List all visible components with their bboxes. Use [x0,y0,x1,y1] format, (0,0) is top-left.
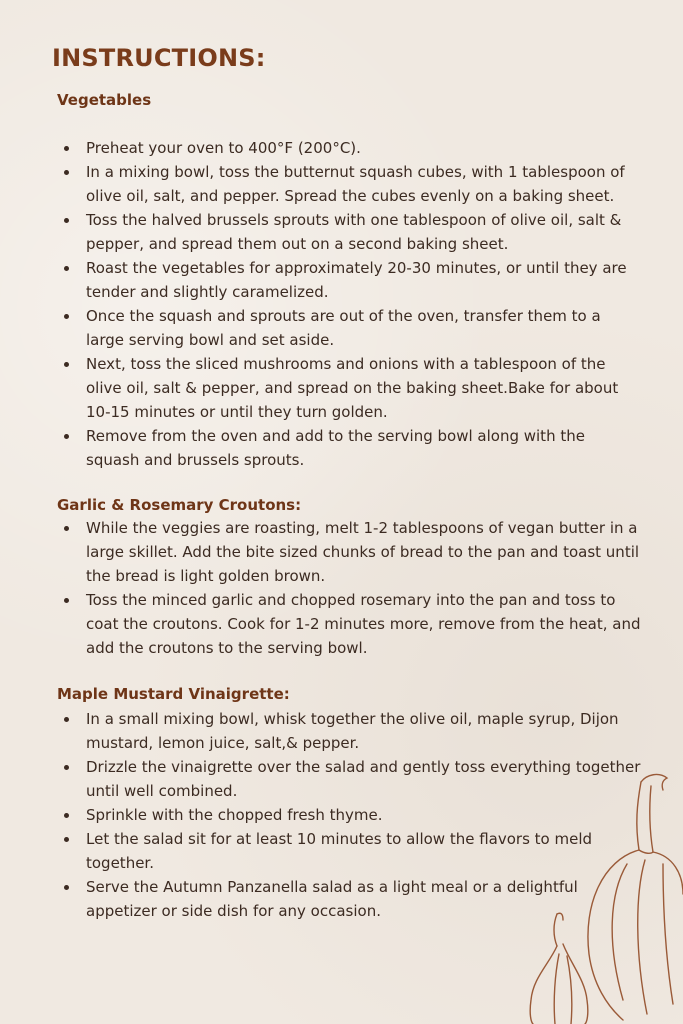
pumpkin-illustration-icon [523,764,683,1024]
list-item: In a small mixing bowl, whisk together the olive oil, maple syrup, Dijon mustard, lemon juice, salt,& pepper. [86,707,642,755]
croutons-steps [86,516,642,660]
page-title: INSTRUCTIONS: [52,44,266,72]
list-item: Remove from the oven and add to the serving bowl along with the squash and brussels sprouts. [86,424,642,472]
list-item: In a mixing bowl, toss the butternut squash cubes, with 1 tablespoon of olive oil, salt, and pepper. Spread the cubes evenly on a baking sheet. [86,160,642,208]
vegetables-steps [86,136,642,472]
list-item: Once the squash and sprouts are out of the oven, transfer them to a large serving bowl and set aside. [86,304,642,352]
list-item: Preheat your oven to 400°F (200°C). [86,136,642,160]
section-heading-vinaigrette: Maple Mustard Vinaigrette: [57,685,290,703]
list-item: While the veggies are roasting, melt 1-2 tablespoons of vegan butter in a large skillet. Add the bite sized chunks of bread to the pan and toast until the bread is light golden brown. [86,516,642,588]
list-item: Serve the Autumn Panzanella salad as a light meal or a delightful appetizer or side dish for any occasion. [86,875,642,923]
section-heading-croutons: Garlic & Rosemary Croutons: [57,496,302,514]
list-item: Drizzle the vinaigrette over the salad and gently toss everything together until well combined. [86,755,642,803]
section-heading-vegetables: Vegetables [57,91,152,109]
list-item: Next, toss the sliced mushrooms and onions with a tablespoon of the olive oil, salt & pepper, and spread on the baking sheet.Bake for about 10-15 minutes or until they turn golden. [86,352,642,424]
list-item: Roast the vegetables for approximately 20-30 minutes, or until they are tender and slightly caramelized. [86,256,642,304]
list-item: Sprinkle with the chopped fresh thyme. [86,803,642,827]
list-item: Let the salad sit for at least 10 minutes to allow the flavors to meld together. [86,827,642,875]
list-item: Toss the minced garlic and chopped rosemary into the pan and toss to coat the croutons. Cook for 1-2 minutes more, remove from the heat, and add the croutons to the serving bowl. [86,588,642,660]
list-item: Toss the halved brussels sprouts with one tablespoon of olive oil, salt & pepper, and spread them out on a second baking sheet. [86,208,642,256]
